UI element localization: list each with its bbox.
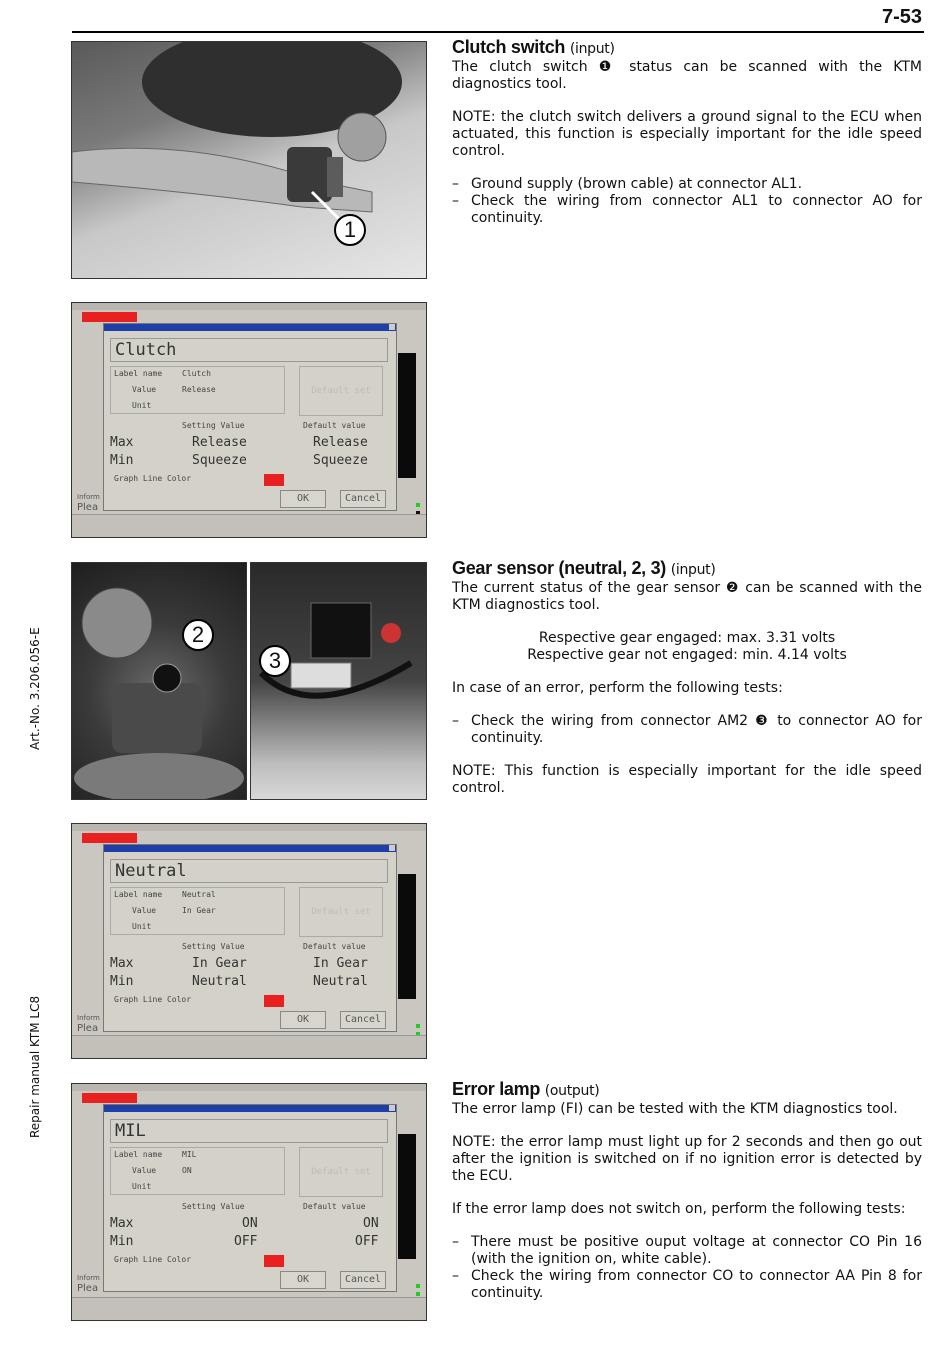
clutch-switch-intro: The clutch switch ❶ status can be scanned with the KTM diagnostics tool. bbox=[452, 59, 922, 92]
gear-sensor-note: NOTE: This function is especially important for the idle speed control. bbox=[452, 763, 922, 796]
max-setting[interactable]: In Gear bbox=[192, 956, 247, 971]
ok-button[interactable]: OK bbox=[280, 1011, 326, 1029]
neutral-diagnostics-screenshot bbox=[71, 823, 427, 1059]
graph-panel bbox=[398, 874, 416, 999]
gear-sensor-intro: The current status of the gear sensor ❷ can be scanned with the KTM diagnostics tool. bbox=[452, 580, 922, 613]
gear-sensor-subtitle: (input) bbox=[670, 562, 716, 578]
label-name-caption: Label name bbox=[114, 369, 163, 378]
plea-label: Plea bbox=[77, 1023, 99, 1034]
default-value-caption: Default value bbox=[303, 421, 366, 430]
default-value-caption: Default value bbox=[303, 942, 366, 951]
max-default: ON bbox=[363, 1216, 379, 1231]
dialog-titlebar bbox=[104, 324, 396, 331]
cancel-button[interactable]: Cancel bbox=[340, 1271, 386, 1289]
clutch-switch-heading bbox=[452, 39, 922, 58]
unit-caption: Unit bbox=[132, 1182, 152, 1191]
window-titlebar bbox=[72, 824, 426, 831]
ok-button[interactable]: OK bbox=[280, 490, 326, 508]
min-setting[interactable]: Squeeze bbox=[192, 453, 247, 468]
cancel-button[interactable]: Cancel bbox=[340, 490, 386, 508]
ok-button[interactable]: OK bbox=[280, 1271, 326, 1289]
graph-color-swatch[interactable] bbox=[264, 995, 284, 1007]
graph-panel bbox=[398, 1134, 416, 1259]
min-setting[interactable]: OFF bbox=[234, 1234, 258, 1249]
error-lamp-note: NOTE: the error lamp must light up for 2 seconds and then go out after the ignition is switched on if no ignition error is detected by the ECU. bbox=[452, 1134, 922, 1184]
art-number-text: Art.-No. 3.206.056-E bbox=[28, 627, 42, 750]
unit-caption: Unit bbox=[132, 922, 152, 931]
connector-drawing bbox=[251, 563, 426, 799]
error-lamp-title: Error lamp bbox=[452, 1079, 541, 1099]
cancel-button[interactable]: Cancel bbox=[340, 1011, 386, 1029]
label-name-value: MIL bbox=[182, 1150, 197, 1159]
header-rule bbox=[72, 31, 924, 33]
status-led-green bbox=[416, 1284, 420, 1288]
value-caption: Value bbox=[132, 1166, 157, 1175]
clutch-diagnostics-screenshot bbox=[71, 302, 427, 538]
gear-not-engaged-spec: Respective gear not engaged: min. 4.14 volts bbox=[527, 647, 847, 663]
function-key-bar bbox=[72, 1035, 426, 1058]
setting-value-caption: Setting Value bbox=[182, 1202, 245, 1211]
item-name-field: Clutch bbox=[110, 338, 388, 362]
side-manual-title bbox=[24, 996, 43, 1138]
min-default: Squeeze bbox=[313, 453, 368, 468]
config-dialog bbox=[103, 1104, 397, 1292]
clutch-switch-section bbox=[452, 39, 922, 243]
value-field: ON bbox=[182, 1166, 192, 1175]
gear-sensor-error-intro: In case of an error, perform the following tests: bbox=[452, 680, 783, 696]
setting-value-caption: Setting Value bbox=[182, 942, 245, 951]
value-caption: Value bbox=[132, 906, 157, 915]
min-default: Neutral bbox=[313, 974, 368, 989]
error-lamp-intro: The error lamp (FI) can be tested with the KTM diagnostics tool. bbox=[452, 1101, 898, 1117]
error-lamp-tests-intro: If the error lamp does not switch on, perform the following tests: bbox=[452, 1201, 906, 1217]
default-set-button[interactable]: Default set bbox=[299, 887, 383, 937]
value-field: In Gear bbox=[182, 906, 216, 915]
graph-panel bbox=[398, 353, 416, 478]
label-name-value: Neutral bbox=[182, 890, 216, 899]
side-art-number bbox=[24, 627, 43, 750]
graph-color-swatch[interactable] bbox=[264, 474, 284, 486]
gear-sensor-title: Gear sensor (neutral, 2, 3) bbox=[452, 558, 666, 578]
plea-label: Plea bbox=[77, 502, 99, 513]
min-caption: Min bbox=[110, 453, 134, 468]
error-lamp-section bbox=[452, 1081, 922, 1318]
clutch-switch-subtitle: (input) bbox=[569, 41, 615, 57]
error-lamp-heading bbox=[452, 1081, 922, 1100]
max-default: Release bbox=[313, 435, 368, 450]
status-led-green-2 bbox=[416, 1292, 420, 1296]
list-item: – Check the wiring from connector AL1 to connector AO for continuity. bbox=[452, 193, 922, 227]
list-item: – Ground supply (brown cable) at connector AL1. bbox=[452, 176, 922, 193]
function-key-bar bbox=[72, 514, 426, 537]
list-item: – Check the wiring from connector AM2 ❸ to connector AO for continuity. bbox=[452, 713, 922, 747]
clutch-switch-note: NOTE: the clutch switch delivers a ground signal to the ECU when actuated, this function is especially important for the idle speed control. bbox=[452, 109, 922, 159]
gear-sensor-checks bbox=[452, 713, 922, 747]
max-caption: Max bbox=[110, 956, 134, 971]
list-item: – Check the wiring from connector CO to connector AA Pin 8 for continuity. bbox=[452, 1268, 922, 1302]
window-titlebar bbox=[72, 1084, 426, 1091]
clutch-switch-photo bbox=[71, 41, 427, 279]
inform-label: Inform bbox=[77, 493, 100, 501]
manual-title-text: Repair manual KTM LC8 bbox=[28, 995, 42, 1138]
mil-diagnostics-screenshot bbox=[71, 1083, 427, 1321]
setting-value-caption: Setting Value bbox=[182, 421, 245, 430]
gear-engaged-spec: Respective gear engaged: max. 3.31 volts bbox=[538, 630, 836, 646]
max-default: In Gear bbox=[313, 956, 368, 971]
list-item: – There must be positive ouput voltage at connector CO Pin 16 (with the ignition on, white cable). bbox=[452, 1234, 922, 1268]
clutch-switch-title: Clutch switch bbox=[452, 37, 566, 57]
value-caption: Value bbox=[132, 385, 157, 394]
min-setting[interactable]: Neutral bbox=[192, 974, 247, 989]
callout-3: 3 bbox=[259, 645, 291, 677]
red-tab bbox=[82, 312, 137, 322]
min-caption: Min bbox=[110, 974, 134, 989]
dialog-titlebar bbox=[104, 845, 396, 852]
callout-2: 2 bbox=[182, 619, 214, 651]
close-icon[interactable] bbox=[389, 324, 395, 330]
max-caption: Max bbox=[110, 435, 134, 450]
close-icon[interactable] bbox=[389, 1105, 395, 1111]
max-caption: Max bbox=[110, 1216, 134, 1231]
config-dialog bbox=[103, 323, 397, 511]
inform-label: Inform bbox=[77, 1014, 100, 1022]
status-led-green bbox=[416, 503, 420, 507]
graph-color-swatch[interactable] bbox=[264, 1255, 284, 1267]
config-dialog bbox=[103, 844, 397, 1032]
close-icon[interactable] bbox=[389, 845, 395, 851]
status-led-green bbox=[416, 1024, 420, 1028]
gear-sensor-heading bbox=[452, 560, 922, 579]
default-value-caption: Default value bbox=[303, 1202, 366, 1211]
graph-line-color-caption: Graph Line Color bbox=[114, 1255, 192, 1264]
window-titlebar bbox=[72, 303, 426, 310]
connector-am2-photo bbox=[250, 562, 427, 800]
max-setting[interactable]: Release bbox=[192, 435, 247, 450]
label-name-caption: Label name bbox=[114, 890, 163, 899]
inform-label: Inform bbox=[77, 1274, 100, 1282]
unit-caption: Unit bbox=[132, 401, 152, 410]
item-name-field: Neutral bbox=[110, 859, 388, 883]
label-name-caption: Label name bbox=[114, 1150, 163, 1159]
gear-sensor-drawing bbox=[72, 563, 246, 799]
item-name-field: MIL bbox=[110, 1119, 388, 1143]
min-default: OFF bbox=[355, 1234, 379, 1249]
value-field: Release bbox=[182, 385, 216, 394]
clutch-switch-checks bbox=[452, 176, 922, 227]
graph-line-color-caption: Graph Line Color bbox=[114, 474, 192, 483]
dialog-titlebar bbox=[104, 1105, 396, 1112]
plea-label: Plea bbox=[77, 1283, 99, 1294]
gear-sensor-photo bbox=[71, 562, 247, 800]
error-lamp-checks bbox=[452, 1234, 922, 1302]
min-caption: Min bbox=[110, 1234, 134, 1249]
red-tab bbox=[82, 1093, 137, 1103]
function-key-bar bbox=[72, 1297, 426, 1320]
label-name-value: Clutch bbox=[182, 369, 211, 378]
default-set-button[interactable]: Default set bbox=[299, 366, 383, 416]
clutch-lever-drawing bbox=[72, 42, 426, 278]
gear-sensor-section bbox=[452, 560, 922, 813]
max-setting[interactable]: ON bbox=[242, 1216, 258, 1231]
graph-line-color-caption: Graph Line Color bbox=[114, 995, 192, 1004]
callout-1: 1 bbox=[334, 214, 366, 246]
red-tab bbox=[82, 833, 137, 843]
default-set-button[interactable]: Default set bbox=[299, 1147, 383, 1197]
page-number: 7-53 bbox=[881, 6, 922, 28]
error-lamp-subtitle: (output) bbox=[544, 1083, 600, 1099]
